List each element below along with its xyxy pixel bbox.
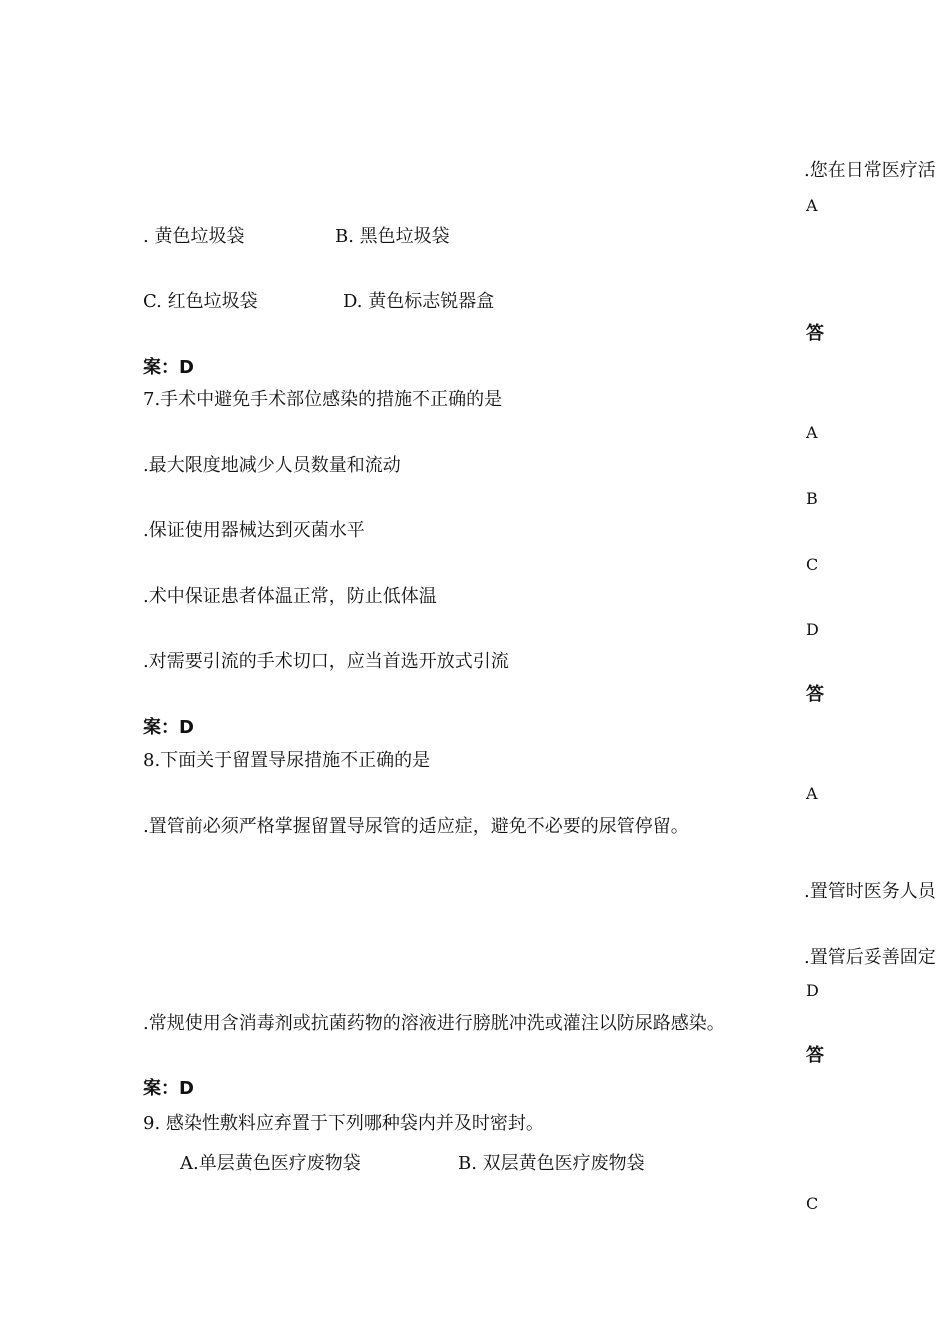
q9-option-b: B. 双层黄色医疗废物袋 <box>458 1153 645 1174</box>
right-fragment-question: .您在日常医疗活 <box>804 160 936 181</box>
right-fragment-option: C <box>806 555 819 574</box>
q6-option-c: C. 红色垃圾袋 <box>143 291 258 312</box>
right-fragment-option: A <box>806 196 818 215</box>
q8-option-a: .置管前必须严格掌握留置导尿管的适应症，避免不必要的尿管停留。 <box>143 816 689 837</box>
right-fragment-option-text: .置管时医务人员 <box>804 881 936 902</box>
q6-option-b: B. 黑色垃圾袋 <box>335 226 450 247</box>
q8-option-d: .常规使用含消毒剂或抗菌药物的溶液进行膀胱冲洗或灌注以防尿路感染。 <box>143 1013 725 1034</box>
q7-option-d: .对需要引流的手术切口，应当首选开放式引流 <box>143 651 509 672</box>
right-fragment-option: D <box>806 620 819 639</box>
q6-option-d: D. 黄色标志锐器盒 <box>343 291 495 312</box>
q9-option-a: A.单层黄色医疗废物袋 <box>180 1153 361 1174</box>
right-fragment-option: B <box>806 489 818 508</box>
q8-answer: 案：D <box>143 1078 194 1099</box>
right-fragment-option: A <box>806 784 818 803</box>
q7-answer: 案：D <box>143 717 194 738</box>
q7-option-b: .保证使用器械达到灭菌水平 <box>143 520 365 541</box>
q7-question: 7.手术中避免手术部位感染的措施不正确的是 <box>143 389 503 410</box>
right-fragment-option: D <box>806 981 819 1000</box>
right-fragment-option: C <box>806 1194 819 1213</box>
q7-option-a: .最大限度地减少人员数量和流动 <box>143 455 401 476</box>
right-fragment-option-text: .置管后妥善固定 <box>804 947 936 968</box>
q6-answer: 案：D <box>143 357 194 378</box>
right-fragment-answer: 答 <box>806 684 824 705</box>
right-fragment-answer: 答 <box>806 1045 824 1066</box>
q9-question: 9. 感染性敷料应弃置于下列哪种袋内并及时密封。 <box>143 1113 544 1134</box>
q7-option-c: .术中保证患者体温正常，防止低体温 <box>143 586 437 607</box>
right-fragment-answer: 答 <box>806 323 824 344</box>
right-fragment-option: A <box>806 423 818 442</box>
q8-question: 8.下面关于留置导尿措施不正确的是 <box>143 750 431 771</box>
q6-option-a: . 黄色垃圾袋 <box>143 226 245 247</box>
